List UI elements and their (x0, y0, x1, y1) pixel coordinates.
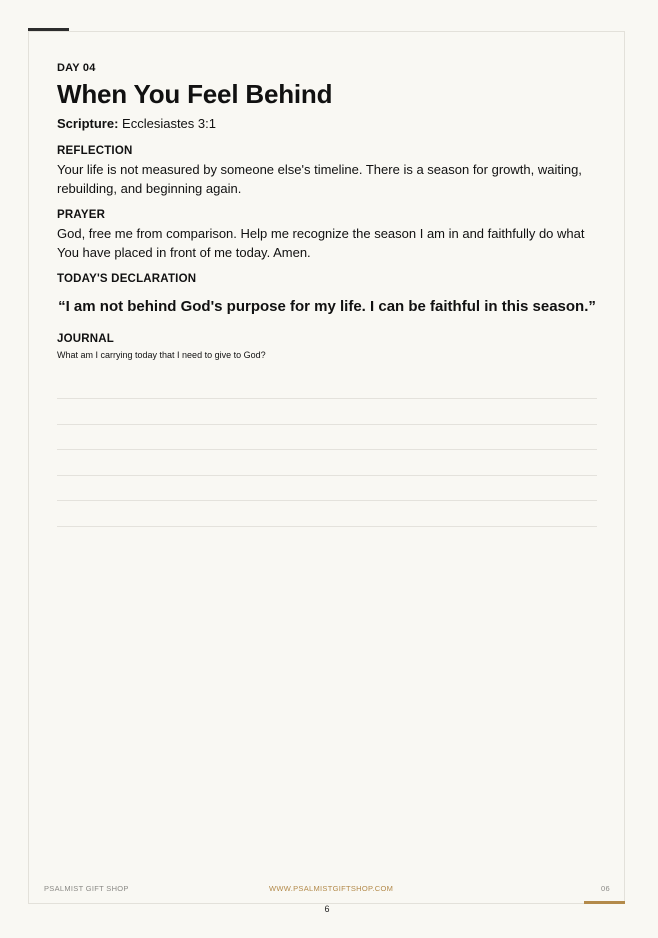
footer-website: WWW.PSALMISTGIFTSHOP.COM (269, 884, 394, 893)
declaration-text: “I am not behind God's purpose for my life. I can be faithful in this season.” (58, 298, 596, 315)
declaration-section (57, 271, 597, 317)
journal-heading: JOURNAL (57, 333, 114, 345)
journal-prompt: What am I carrying today that I need to give to God? (57, 350, 266, 360)
reflection-text: Your life is not measured by someone else's timeline. There is a season for growth, waiting, rebuilding, and beginning again. (57, 162, 582, 196)
prayer-heading: PRAYER (57, 209, 106, 221)
top-accent-bar (28, 28, 69, 31)
footer-brand: PSALMIST GIFT SHOP (44, 884, 129, 893)
devotional-content (57, 60, 597, 362)
journal-line[interactable] (57, 500, 597, 501)
journal-line[interactable] (57, 398, 597, 399)
journal-line[interactable] (57, 526, 597, 527)
reflection-section (57, 143, 597, 198)
footer-page-code: 06 (601, 884, 610, 893)
journal-line[interactable] (57, 475, 597, 476)
prayer-text: God, free me from comparison. Help me recognize the season I am in and faithfully do what You have placed in front of me today. Amen. (57, 226, 585, 260)
journal-line[interactable] (57, 449, 597, 450)
page-number: 6 (324, 904, 330, 914)
scripture-reference: Ecclesiastes 3:1 (122, 116, 216, 131)
day-label: DAY 04 (57, 62, 96, 74)
journal-section (57, 331, 597, 362)
page-title: When You Feel Behind (57, 79, 333, 109)
scripture-line (57, 115, 597, 133)
prayer-section (57, 207, 597, 262)
journal-line[interactable] (57, 424, 597, 425)
reflection-heading: REFLECTION (57, 145, 133, 157)
scripture-label: Scripture: (57, 116, 119, 131)
declaration-heading: TODAY'S DECLARATION (57, 273, 197, 285)
journal-writing-lines (57, 398, 597, 551)
